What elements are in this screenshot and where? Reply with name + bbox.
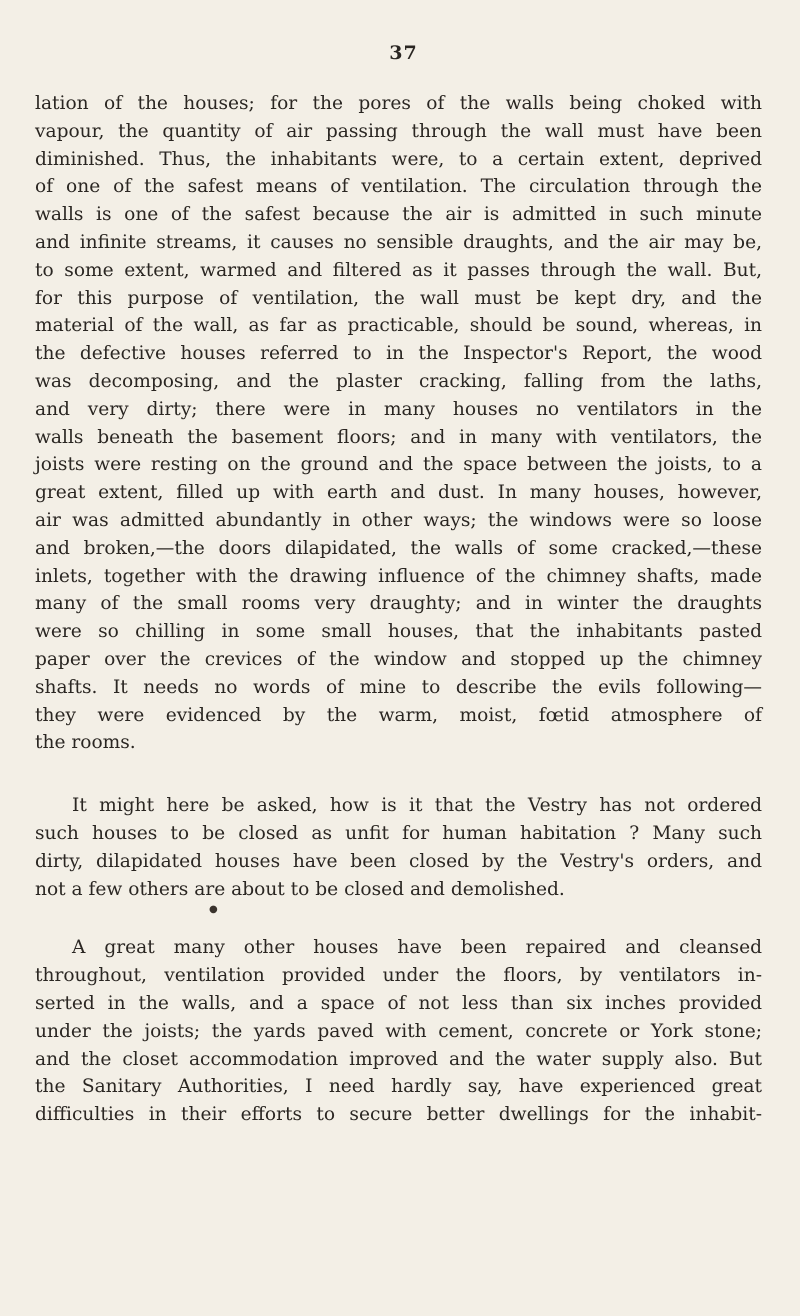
text-line: under the joists; the yards paved with cement, concrete or York stone; [35, 1020, 762, 1042]
page-number: 37 [389, 42, 418, 64]
text-line: to some extent, warmed and filtered as it passes through the wall. But, [35, 259, 762, 281]
text-line: the rooms. [35, 732, 136, 754]
text-line: dirty, dilapidated houses have been closed by the Vestry's orders, and [35, 850, 762, 872]
paragraph-1 [35, 90, 762, 757]
text-line: not a few others are about to be closed and demolished. [35, 878, 565, 900]
text-line: and infinite streams, it causes no sensible draughts, and the air may be, [35, 231, 762, 253]
text-line: the defective houses referred to in the Inspector's Report, the wood [35, 343, 762, 365]
paragraph-spacer [35, 903, 762, 934]
paragraph-spacer [35, 757, 762, 792]
text-line: serted in the walls, and a space of not less than six inches provided [35, 992, 762, 1014]
text-line: and broken,—the doors dilapidated, the walls of some cracked,—these [35, 537, 762, 559]
text-line: inlets, together with the drawing influence of the chimney shafts, made [35, 565, 762, 587]
paragraph-3 [35, 934, 762, 1129]
text-line: material of the wall, as far as practicable, should be sound, whereas, in [35, 315, 762, 337]
text-line: walls is one of the safest because the air is admitted in such minute [35, 204, 762, 226]
text-line: air was admitted abundantly in other ways; the windows were so loose [35, 509, 762, 531]
paragraph-2 [35, 792, 762, 903]
text-line: great extent, filled up with earth and dust. In many houses, however, [35, 482, 762, 504]
text-line: for this purpose of ventilation, the wall must be kept dry, and the [35, 287, 762, 309]
text-line: joists were resting on the ground and the space between the joists, to a [35, 454, 762, 476]
text-line: shafts. It needs no words of mine to describe the evils following— [35, 676, 762, 698]
text-line: lation of the houses; for the pores of the walls being choked with [35, 93, 762, 114]
text-line: of one of the safest means of ventilation. The circulation through the [35, 176, 762, 198]
text-line: diminished. Thus, the inhabitants were, to a certain extent, deprived [35, 148, 762, 170]
text-line: throughout, ventilation provided under the floors, by ventilators in- [35, 965, 762, 987]
text-line: vapour, the quantity of air passing through the wall must have been [35, 120, 762, 142]
text-line: difficulties in their efforts to secure better dwellings for the inhabit- [35, 1104, 762, 1126]
text-line: A great many other houses have been repaired and cleansed [72, 937, 762, 959]
text-line: and very dirty; there were in many houses no ventilators in the [35, 398, 762, 420]
text-line: the Sanitary Authorities, I need hardly say, have experienced great [35, 1076, 762, 1098]
text-line: many of the small rooms very draughty; and in winter the draughts [35, 593, 762, 615]
text-line: such houses to be closed as unfit for human habitation ? Many such [35, 822, 762, 844]
text-line: It might here be asked, how is it that the Vestry has not ordered [72, 795, 762, 817]
text-line: was decomposing, and the plaster cracking, falling from the laths, [35, 370, 762, 392]
text-line: walls beneath the basement floors; and in many with ventilators, the [35, 426, 762, 448]
text-line: they were evidenced by the warm, moist, fœtid atmosphere of [35, 704, 762, 726]
text-line: and the closet accommodation improved and the water supply also. But [35, 1048, 762, 1070]
text-line: paper over the crevices of the window and stopped up the chimney [35, 648, 762, 670]
text-line: were so chilling in some small houses, that the inhabitants pasted [35, 621, 762, 643]
ink-dot: ● [209, 904, 218, 916]
